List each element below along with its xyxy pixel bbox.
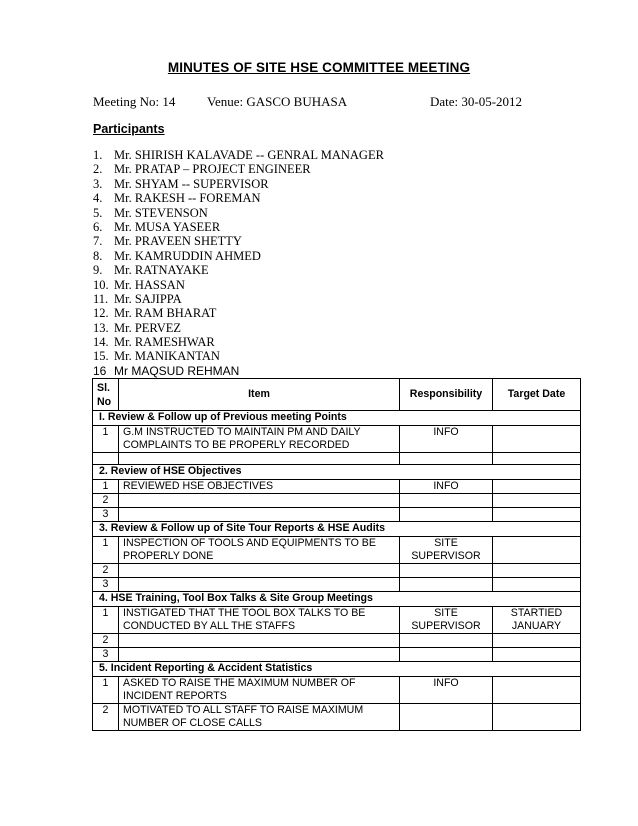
- cell-item: MOTIVATED TO ALL STAFF TO RAISE MAXIMUM NUMBER OF CLOSE CALLS: [119, 704, 400, 731]
- cell-responsibility: [400, 494, 493, 508]
- cell-target-date: [493, 494, 581, 508]
- cell-item: INSPECTION OF TOOLS AND EQUIPMENTS TO BE PROPERLY DONE: [119, 537, 400, 564]
- participant-name: Mr. PERVEZ: [114, 320, 182, 335]
- header-item: Item: [119, 379, 400, 411]
- participant-number: 11.: [93, 291, 109, 306]
- cell-item: [119, 494, 400, 508]
- participant-number: 5.: [93, 205, 103, 220]
- table-row: [93, 634, 581, 648]
- cell-sl-no: 3: [93, 648, 119, 662]
- cell-sl-no: 1: [93, 426, 119, 453]
- cell-target-date: STARTIED JANUARY: [493, 607, 581, 634]
- table-row: [93, 480, 581, 494]
- participant-name: Mr. SAJIPPA: [114, 291, 182, 306]
- table-row: [93, 578, 581, 592]
- participant-item: [93, 148, 384, 162]
- cell-item: G.M INSTRUCTED TO MAINTAIN PM AND DAILY COMPLAINTS TO BE PROPERLY RECORDED: [119, 426, 400, 453]
- table-row: [93, 426, 581, 453]
- participant-item: [93, 191, 384, 205]
- cell-item: [119, 508, 400, 522]
- table-header-row: [93, 379, 581, 411]
- cell-target-date: [493, 426, 581, 453]
- header-responsibility: Responsibility: [400, 379, 493, 411]
- participants-heading: Participants: [93, 122, 165, 136]
- cell-responsibility: [400, 508, 493, 522]
- participant-name: Mr. PRATAP – PROJECT ENGINEER: [114, 162, 311, 177]
- section-title: 4. HSE Training, Tool Box Talks & Site Group Meetings: [93, 592, 581, 607]
- participant-item: [93, 306, 384, 320]
- cell-responsibility: [400, 704, 493, 731]
- cell-responsibility: [400, 564, 493, 578]
- cell-item: [119, 634, 400, 648]
- header-sl-line1: Sl.: [97, 381, 110, 394]
- participant-item: [93, 278, 384, 292]
- table-row: [93, 494, 581, 508]
- cell-target-date: [493, 634, 581, 648]
- cell-item: REVIEWED HSE OBJECTIVES: [119, 480, 400, 494]
- cell-item: [119, 564, 400, 578]
- cell-responsibility: SITE SUPERVISOR: [400, 537, 493, 564]
- cell-sl-no: 1: [93, 537, 119, 564]
- hse-minutes-table: [92, 378, 581, 731]
- cell-responsibility: INFO: [400, 426, 493, 453]
- cell-sl-no: 2: [93, 634, 119, 648]
- participant-item: [93, 234, 384, 248]
- participant-number: 16: [93, 363, 107, 378]
- section-row: [93, 411, 581, 426]
- cell-item: ASKED TO RAISE THE MAXIMUM NUMBER OF INCIDENT REPORTS: [119, 677, 400, 704]
- section-row: [93, 592, 581, 607]
- table-row: [93, 704, 581, 731]
- cell-sl-no: 3: [93, 508, 119, 522]
- participant-number: 3.: [93, 176, 103, 191]
- participant-number: 12.: [93, 306, 109, 321]
- participant-item: [93, 177, 384, 191]
- cell-sl-no: 1: [93, 480, 119, 494]
- participant-name: Mr. SHYAM -- SUPERVISOR: [114, 176, 269, 191]
- participant-item: [93, 364, 384, 378]
- cell-target-date: [493, 564, 581, 578]
- table-row: [93, 648, 581, 662]
- participant-name: Mr. RAM BHARAT: [114, 306, 217, 321]
- participant-number: 4.: [93, 191, 103, 206]
- table-row: [93, 537, 581, 564]
- cell-responsibility: SITE SUPERVISOR: [400, 607, 493, 634]
- section-title: 2. Review of HSE Objectives: [93, 465, 581, 480]
- cell-target-date: [493, 537, 581, 564]
- cell-item: [119, 648, 400, 662]
- participant-item: [93, 335, 384, 349]
- participant-name: Mr. RATNAYAKE: [114, 263, 209, 278]
- cell-item: INSTIGATED THAT THE TOOL BOX TALKS TO BE CONDUCTED BY ALL THE STAFFS: [119, 607, 400, 634]
- cell-sl-no: 2: [93, 494, 119, 508]
- participant-number: 9.: [93, 263, 103, 278]
- participant-item: [93, 349, 384, 363]
- cell-sl-no: 1: [93, 677, 119, 704]
- cell-target-date: [493, 480, 581, 494]
- cell-target-date: [493, 704, 581, 731]
- cell-target-date: [493, 677, 581, 704]
- participant-item: [93, 292, 384, 306]
- participant-item: [93, 249, 384, 263]
- table-row: [93, 607, 581, 634]
- participant-name: Mr. RAMESHWAR: [114, 335, 215, 350]
- participant-name: Mr. MANIKANTAN: [114, 349, 220, 364]
- participant-number: 6.: [93, 219, 103, 234]
- meeting-venue: Venue: GASCO BUHASA: [207, 94, 348, 109]
- cell-target-date: [493, 648, 581, 662]
- participant-number: 10.: [93, 277, 109, 292]
- participant-name: Mr. RAKESH -- FOREMAN: [114, 191, 261, 206]
- participants-list: [93, 148, 384, 378]
- section-title: 5. Incident Reporting & Accident Statistics: [93, 662, 581, 677]
- participant-name: Mr. HASSAN: [114, 277, 185, 292]
- participant-number: 1.: [93, 148, 103, 162]
- section-row: [93, 465, 581, 480]
- table-row: [93, 508, 581, 522]
- section-title: 3. Review & Follow up of Site Tour Reports & HSE Audits: [93, 522, 581, 537]
- section-title: I. Review & Follow up of Previous meeting Points: [93, 411, 581, 426]
- section-row: [93, 662, 581, 677]
- participant-item: [93, 206, 384, 220]
- table-row: [93, 453, 581, 465]
- cell-item: [119, 578, 400, 592]
- participant-item: [93, 220, 384, 234]
- section-row: [93, 522, 581, 537]
- cell-responsibility: [400, 648, 493, 662]
- participant-number: 15.: [93, 349, 109, 364]
- cell-responsibility: [400, 453, 493, 465]
- cell-target-date: [493, 578, 581, 592]
- cell-responsibility: [400, 578, 493, 592]
- participant-name: Mr. STEVENSON: [114, 205, 208, 220]
- cell-responsibility: [400, 634, 493, 648]
- participant-item: [93, 263, 384, 277]
- cell-sl-no: 1: [93, 607, 119, 634]
- participant-name: Mr. PRAVEEN SHETTY: [114, 234, 242, 249]
- participant-item: [93, 162, 384, 176]
- document-title: MINUTES OF SITE HSE COMMITTEE MEETING: [167, 60, 471, 75]
- cell-sl-no: 2: [93, 704, 119, 731]
- participant-number: 7.: [93, 234, 103, 249]
- cell-sl-no: 2: [93, 564, 119, 578]
- cell-responsibility: INFO: [400, 480, 493, 494]
- participant-number: 13.: [93, 320, 109, 335]
- participant-name: Mr. KAMRUDDIN AHMED: [114, 248, 261, 263]
- table-row: [93, 677, 581, 704]
- header-target-date: Target Date: [493, 379, 581, 411]
- meeting-date: Date: 30-05-2012: [430, 94, 523, 109]
- cell-sl-no: 3: [93, 578, 119, 592]
- cell-target-date: [493, 453, 581, 465]
- cell-sl-no: [93, 453, 119, 465]
- cell-target-date: [493, 508, 581, 522]
- participant-name: Mr MAQSUD REHMAN: [114, 363, 240, 378]
- participant-name: Mr. MUSA YASEER: [114, 219, 221, 234]
- cell-responsibility: INFO: [400, 677, 493, 704]
- header-sl-line2: No: [97, 395, 112, 408]
- meeting-number: Meeting No: 14: [93, 94, 176, 109]
- participant-item: [93, 321, 384, 335]
- participant-number: 8.: [93, 248, 103, 263]
- table-row: [93, 564, 581, 578]
- participant-name: Mr. SHIRISH KALAVADE -- GENRAL MANAGER: [114, 148, 384, 162]
- header-sl-no: [93, 379, 119, 411]
- cell-item: [119, 453, 400, 465]
- participant-number: 2.: [93, 162, 103, 177]
- participant-number: 14.: [93, 335, 109, 350]
